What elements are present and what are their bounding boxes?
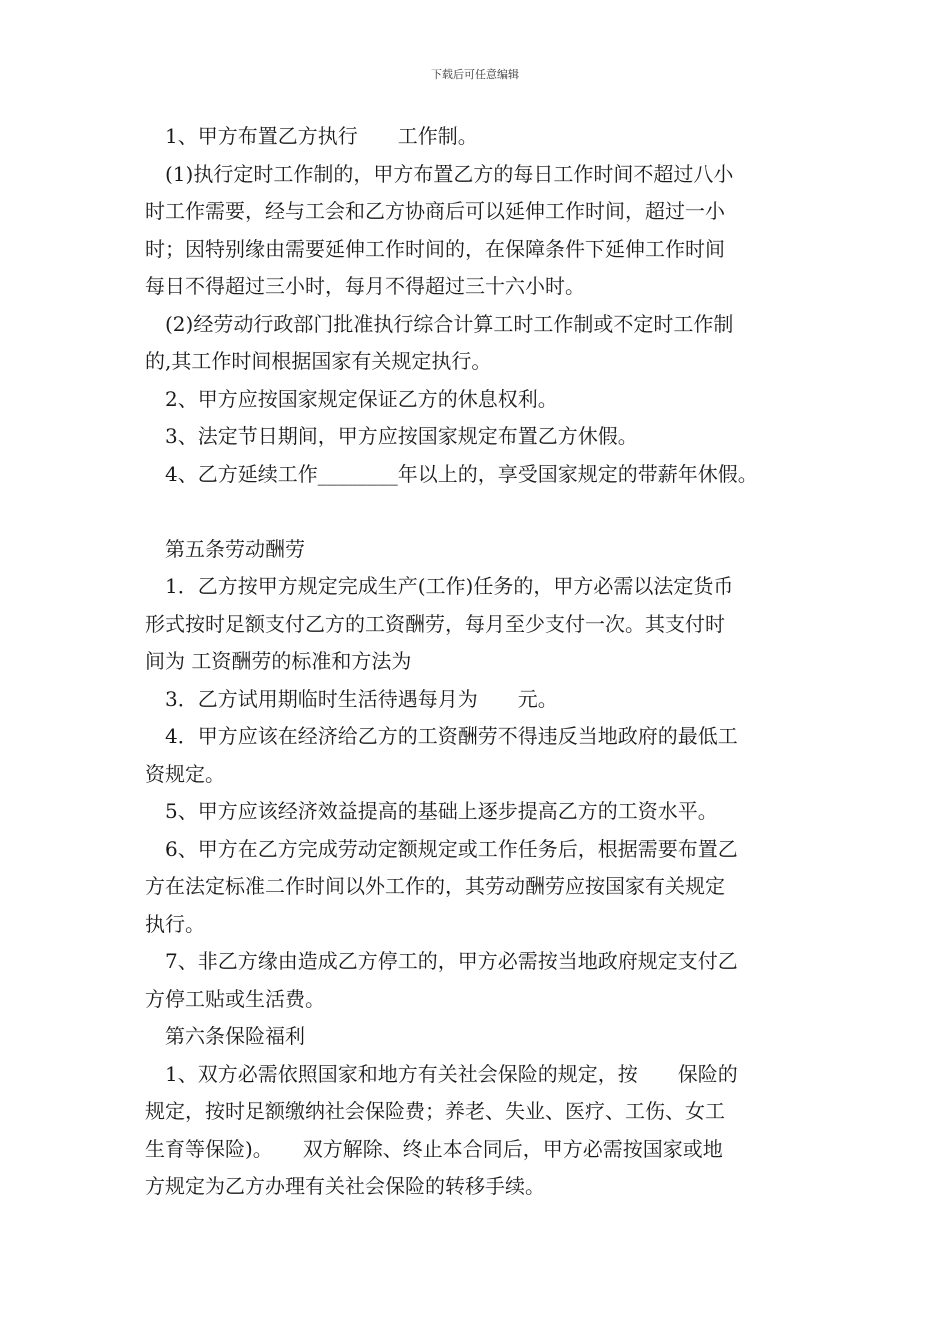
paragraph-line: 每日不得超过三小时，每月不得超过三十六小时。: [145, 274, 585, 298]
paragraph-line: 4．甲方应该在经济给乙方的工资酬劳不得违反当地政府的最低工: [165, 724, 738, 748]
paragraph-line: 7、非乙方缘由造成乙方停工的，甲方必需按当地政府规定支付乙: [165, 949, 738, 973]
paragraph-line: 资规定。: [145, 761, 225, 786]
paragraph-line: 5、甲方应该经济效益提高的基础上逐步提高乙方的工资水平。: [165, 799, 718, 823]
paragraph-line: 间为 工资酬劳的标准和方法为: [145, 649, 412, 673]
paragraph-line: 方在法定标准二作时间以外工作的，其劳动酬劳应按国家有关规定: [145, 874, 725, 898]
paragraph-line: 3．乙方试用期临时生活待遇每月为 元。: [165, 686, 558, 711]
paragraph-line: 执行。: [145, 911, 205, 936]
paragraph-line: 1、双方必需依照国家和地方有关社会保险的规定，按 保险的: [165, 1061, 738, 1086]
paragraph-line: (1)执行定时工作制的，甲方布置乙方的每日工作时间不超过八小: [165, 161, 734, 186]
paragraph-line: 规定，按时足额缴纳社会保险费；养老、失业、医疗、工伤、女工: [145, 1099, 725, 1123]
paragraph-line: 方规定为乙方办理有关社会保险的转移手续。: [145, 1174, 545, 1198]
page-header: 下载后可任意编辑: [431, 68, 519, 81]
blank-line: [145, 493, 825, 531]
paragraph-line: 3、法定节日期间，甲方应按国家规定布置乙方休假。: [165, 424, 638, 448]
paragraph-line: 形式按时足额支付乙方的工资酬劳，每月至少支付一次。其支付时: [145, 611, 725, 636]
paragraph-line: 第六条保险福利: [165, 1024, 305, 1048]
paragraph-line: 2、甲方应按国家规定保证乙方的休息权利。: [165, 386, 558, 411]
document-body: [145, 118, 825, 1206]
paragraph-line: 的,其工作时间根据国家有关规定执行。: [145, 349, 492, 373]
paragraph-line: 第五条劳动酬劳: [165, 536, 305, 561]
paragraph-line: 1、甲方布置乙方执行 工作制。: [165, 124, 478, 148]
paragraph-line: 4、乙方延续工作________年以上的，享受国家规定的带薪年休假。: [165, 461, 758, 486]
paragraph-line: 生育等保险)。 双方解除、终止本合同后，甲方必需按国家或地: [145, 1136, 723, 1161]
paragraph-line: 6、甲方在乙方完成劳动定额规定或工作任务后，根据需要布置乙: [165, 836, 738, 861]
paragraph-line: 1．乙方按甲方规定完成生产(工作)任务的，甲方必需以法定货币: [165, 574, 734, 598]
paragraph-line: 方停工贴或生活费。: [145, 986, 325, 1011]
paragraph-line: (2)经劳动行政部门批准执行综合计算工时工作制或不定时工作制: [165, 311, 734, 336]
paragraph-line: 时；因特别缘由需要延伸工作时间的，在保障条件下延伸工作时间: [145, 236, 725, 261]
paragraph-line: 时工作需要，经与工会和乙方协商后可以延伸工作时间，超过一小: [145, 199, 725, 223]
